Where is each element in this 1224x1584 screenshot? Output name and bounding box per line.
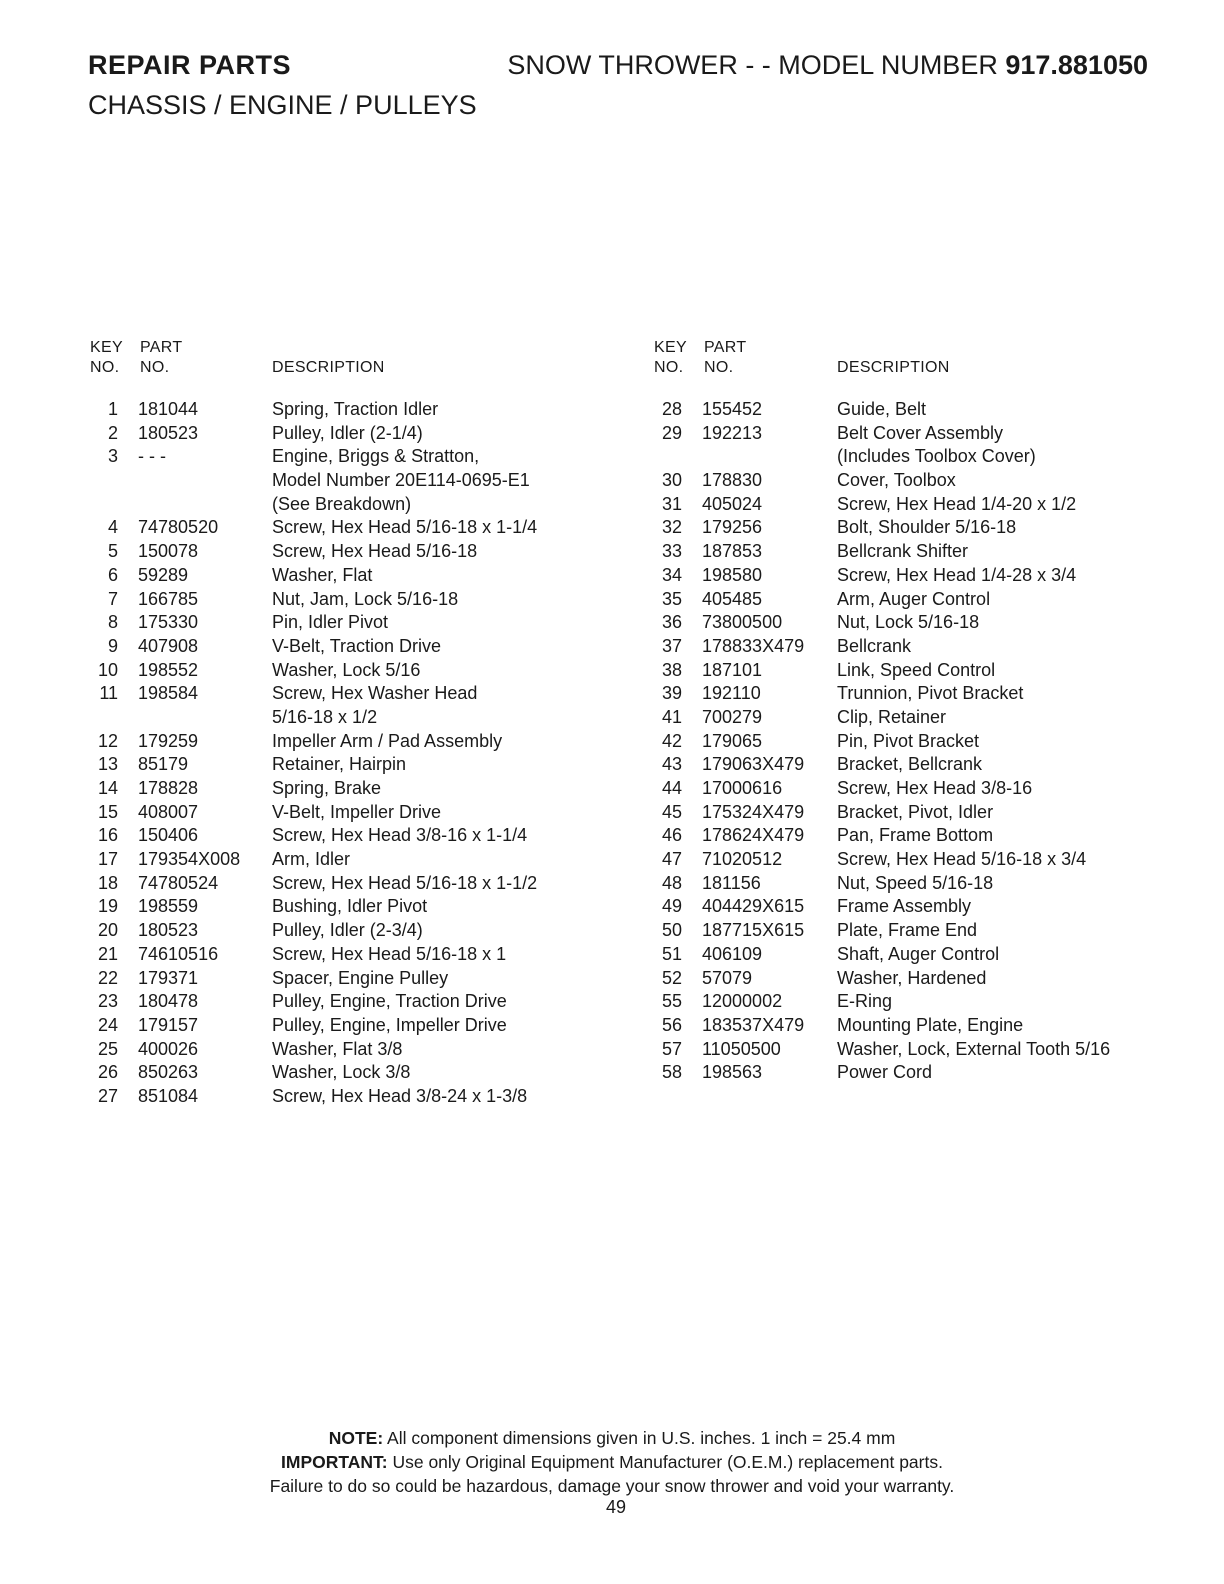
important-line bbox=[0, 1450, 1224, 1474]
table-row bbox=[648, 469, 1188, 493]
key-number: 3 bbox=[107, 446, 118, 467]
table-row bbox=[84, 990, 644, 1014]
column-headers bbox=[648, 338, 1188, 384]
table-row bbox=[648, 990, 1188, 1014]
part-number: 179065 bbox=[702, 730, 763, 751]
part-number: 187715X615 bbox=[702, 920, 805, 941]
key-number: 58 bbox=[661, 1062, 682, 1083]
table-row bbox=[84, 493, 644, 517]
page-header bbox=[88, 50, 1148, 86]
table-row bbox=[648, 730, 1188, 754]
part-description: Pin, Idler Pivot bbox=[272, 612, 389, 633]
part-number: 180523 bbox=[138, 422, 199, 443]
part-number: 405024 bbox=[702, 493, 763, 514]
parts-list-left bbox=[84, 338, 644, 1109]
key-number: 47 bbox=[661, 849, 682, 870]
table-row bbox=[84, 753, 644, 777]
part-number: 74780520 bbox=[138, 517, 219, 538]
part-description: Engine, Briggs & Stratton, bbox=[272, 446, 480, 467]
table-row bbox=[648, 682, 1188, 706]
part-description: V-Belt, Traction Drive bbox=[272, 635, 442, 656]
part-description: Screw, Hex Head 5/16-18 bbox=[272, 541, 478, 562]
part-number: 178828 bbox=[138, 778, 199, 798]
part-number: 400026 bbox=[138, 1038, 199, 1059]
part-description: 5/16-18 x 1/2 bbox=[272, 706, 378, 727]
important-label: IMPORTANT: bbox=[281, 1452, 388, 1472]
part-description: Spring, Brake bbox=[272, 778, 382, 798]
key-number: 9 bbox=[107, 635, 118, 656]
table-row bbox=[84, 777, 644, 801]
table-row bbox=[648, 824, 1188, 848]
part-number: 198559 bbox=[138, 896, 199, 917]
note-text: All component dimensions given in U.S. inches. 1 inch = 25.4 mm bbox=[383, 1428, 896, 1448]
part-number: 57079 bbox=[702, 967, 753, 988]
key-number: 15 bbox=[97, 801, 118, 822]
no-header: NO. bbox=[90, 359, 120, 376]
table-row bbox=[648, 516, 1188, 540]
part-description: Washer, Lock, External Tooth 5/16 bbox=[837, 1038, 1111, 1059]
key-number: 1 bbox=[107, 399, 118, 419]
part-description: Bushing, Idler Pivot bbox=[272, 896, 428, 917]
key-number: 26 bbox=[97, 1062, 118, 1083]
important-text: Use only Original Equipment Manufacturer (O.E.M.) replacement parts. bbox=[387, 1452, 943, 1472]
table-row bbox=[648, 540, 1188, 564]
table-row bbox=[648, 1061, 1188, 1085]
part-description: E-Ring bbox=[837, 991, 893, 1012]
table-row bbox=[648, 635, 1188, 659]
part-description: Spacer, Engine Pulley bbox=[272, 967, 449, 988]
part-number: 187853 bbox=[702, 541, 763, 562]
part-description: Mounting Plate, Engine bbox=[837, 1014, 1024, 1035]
part-description: Nut, Lock 5/16-18 bbox=[837, 612, 980, 633]
part-number: 178833X479 bbox=[702, 635, 805, 656]
part-number: 179157 bbox=[138, 1014, 199, 1035]
table-row bbox=[648, 919, 1188, 943]
part-description: Pulley, Idler (2-3/4) bbox=[272, 920, 423, 941]
part-description: Nut, Jam, Lock 5/16-18 bbox=[272, 588, 459, 609]
key-number: 37 bbox=[661, 635, 682, 656]
table-row bbox=[84, 943, 644, 967]
part-description: Clip, Retainer bbox=[837, 706, 947, 727]
table-row bbox=[84, 801, 644, 825]
key-number: 21 bbox=[97, 943, 118, 964]
key-number: 19 bbox=[97, 896, 118, 917]
key-number: 33 bbox=[661, 541, 682, 562]
part-description: Shaft, Auger Control bbox=[837, 943, 1000, 964]
warning-line: Failure to do so could be hazardous, damage your snow thrower and void your warranty. bbox=[269, 1476, 955, 1496]
part-description: Screw, Hex Washer Head bbox=[272, 683, 478, 704]
table-row bbox=[648, 398, 1188, 422]
part-description: Pulley, Engine, Traction Drive bbox=[272, 991, 507, 1012]
table-row bbox=[84, 516, 644, 540]
key-number: 13 bbox=[97, 754, 118, 775]
key-number: 22 bbox=[97, 967, 118, 988]
part-description: Screw, Hex Head 3/8-24 x 1-3/8 bbox=[272, 1085, 528, 1106]
part-number: 150406 bbox=[138, 825, 199, 846]
part-description: Guide, Belt bbox=[837, 399, 927, 419]
table-row bbox=[84, 422, 644, 446]
part-header: PART bbox=[704, 339, 747, 356]
table-row bbox=[84, 1038, 644, 1062]
part-number: 59289 bbox=[138, 564, 189, 585]
part-description: Power Cord bbox=[837, 1062, 933, 1083]
key-number: 27 bbox=[97, 1085, 118, 1106]
key-number: 8 bbox=[107, 612, 118, 633]
table-row bbox=[648, 895, 1188, 919]
key-number: 39 bbox=[661, 683, 682, 704]
part-number: 180523 bbox=[138, 920, 199, 941]
key-number: 7 bbox=[107, 588, 118, 609]
part-description: V-Belt, Impeller Drive bbox=[272, 801, 442, 822]
key-number: 38 bbox=[661, 659, 682, 680]
part-description: Bellcrank bbox=[837, 635, 912, 656]
key-number: 12 bbox=[97, 730, 118, 751]
part-number: 183537X479 bbox=[702, 1014, 805, 1035]
part-number: 179354X008 bbox=[138, 849, 241, 870]
part-number: 406109 bbox=[702, 943, 763, 964]
key-number: 2 bbox=[107, 422, 118, 443]
key-number: 20 bbox=[97, 920, 118, 941]
part-number: 408007 bbox=[138, 801, 199, 822]
key-number: 14 bbox=[97, 778, 118, 798]
table-row bbox=[648, 872, 1188, 896]
table-row bbox=[648, 564, 1188, 588]
part-description: Model Number 20E114-0695-E1 bbox=[272, 470, 530, 491]
part-number: 179259 bbox=[138, 730, 199, 751]
part-description: Arm, Idler bbox=[272, 849, 351, 870]
table-row bbox=[648, 445, 1188, 469]
key-number: 55 bbox=[661, 991, 682, 1012]
key-number: 28 bbox=[661, 399, 682, 419]
part-number: 178830 bbox=[702, 470, 763, 491]
part-number: - - - bbox=[138, 446, 166, 467]
part-description: Washer, Flat 3/8 bbox=[272, 1038, 403, 1059]
part-description: Washer, Hardened bbox=[837, 967, 987, 988]
table-row bbox=[84, 848, 644, 872]
part-description: Screw, Hex Head 5/16-18 x 3/4 bbox=[837, 849, 1087, 870]
part-description: Screw, Hex Head 1/4-20 x 1/2 bbox=[837, 493, 1077, 514]
part-number: 192213 bbox=[702, 422, 763, 443]
key-number: 25 bbox=[97, 1038, 118, 1059]
part-number: 74610516 bbox=[138, 943, 219, 964]
repair-parts-heading: REPAIR PARTS bbox=[88, 50, 292, 80]
table-row bbox=[648, 848, 1188, 872]
part-description: Trunnion, Pivot Bracket bbox=[837, 683, 1024, 704]
part-description: Washer, Lock 3/8 bbox=[272, 1062, 411, 1083]
part-number: 404429X615 bbox=[702, 896, 805, 917]
part-description: Screw, Hex Head 5/16-18 x 1 bbox=[272, 943, 507, 964]
part-description: Screw, Hex Head 5/16-18 x 1-1/2 bbox=[272, 872, 538, 893]
part-description: Cover, Toolbox bbox=[837, 470, 956, 491]
part-number: 187101 bbox=[702, 659, 763, 680]
part-number: 198552 bbox=[138, 659, 199, 680]
key-number: 35 bbox=[661, 588, 682, 609]
part-description: Bracket, Bellcrank bbox=[837, 754, 983, 775]
table-row bbox=[648, 1014, 1188, 1038]
note-line bbox=[0, 1426, 1224, 1450]
key-number: 48 bbox=[661, 872, 682, 893]
table-row bbox=[84, 730, 644, 754]
key-number: 10 bbox=[97, 659, 118, 680]
model-number: 917.881050 bbox=[1005, 50, 1148, 80]
model-heading bbox=[507, 50, 1148, 81]
note-label: NOTE: bbox=[328, 1428, 384, 1448]
key-number: 31 bbox=[661, 493, 682, 514]
key-number: 34 bbox=[661, 564, 682, 585]
no-header: NO. bbox=[654, 359, 684, 376]
key-number: 30 bbox=[661, 470, 682, 491]
key-number: 56 bbox=[661, 1014, 682, 1035]
table-row bbox=[84, 706, 644, 730]
part-number: 166785 bbox=[138, 588, 199, 609]
part-description: (See Breakdown) bbox=[272, 493, 412, 514]
key-number: 23 bbox=[97, 991, 118, 1012]
part-number: 179256 bbox=[702, 517, 763, 538]
parts-list-right bbox=[648, 338, 1188, 1085]
table-row bbox=[84, 895, 644, 919]
key-number: 29 bbox=[661, 422, 682, 443]
part-number: 17000616 bbox=[702, 778, 783, 798]
parts-rows bbox=[648, 398, 1188, 1085]
part-number: 85179 bbox=[138, 754, 189, 775]
table-row bbox=[84, 1014, 644, 1038]
part-description: Retainer, Hairpin bbox=[272, 754, 407, 775]
part-number: 198580 bbox=[702, 564, 763, 585]
part-number: 11050500 bbox=[702, 1038, 781, 1059]
no-header: NO. bbox=[704, 359, 734, 376]
part-description: Arm, Auger Control bbox=[837, 588, 991, 609]
part-number: 198584 bbox=[138, 683, 199, 704]
key-number: 24 bbox=[97, 1014, 118, 1035]
table-row bbox=[84, 919, 644, 943]
table-row bbox=[84, 564, 644, 588]
part-number: 175324X479 bbox=[702, 801, 805, 822]
key-number: 32 bbox=[661, 517, 682, 538]
section-subtitle: CHASSIS / ENGINE / PULLEYS bbox=[88, 90, 477, 120]
key-header: KEY bbox=[90, 339, 123, 356]
part-number: 181044 bbox=[138, 399, 199, 419]
table-row bbox=[84, 540, 644, 564]
part-number: 150078 bbox=[138, 541, 199, 562]
key-number: 11 bbox=[99, 683, 118, 704]
part-description: Link, Speed Control bbox=[837, 659, 996, 680]
part-description: Pin, Pivot Bracket bbox=[837, 730, 980, 751]
part-description: Washer, Lock 5/16 bbox=[272, 659, 421, 680]
table-row bbox=[84, 469, 644, 493]
part-number: 155452 bbox=[702, 399, 763, 419]
table-row bbox=[648, 706, 1188, 730]
table-row bbox=[84, 1061, 644, 1085]
key-number: 44 bbox=[661, 778, 682, 798]
part-header: PART bbox=[140, 339, 183, 356]
table-row bbox=[84, 682, 644, 706]
part-description: Plate, Frame End bbox=[837, 920, 978, 941]
table-row bbox=[648, 422, 1188, 446]
part-number: 405485 bbox=[702, 588, 763, 609]
page-number: 49 bbox=[605, 1497, 627, 1517]
key-number: 43 bbox=[661, 754, 682, 775]
part-description: Bolt, Shoulder 5/16-18 bbox=[837, 517, 1017, 538]
key-number: 41 bbox=[661, 706, 682, 727]
page-footer bbox=[0, 1426, 1224, 1498]
table-row bbox=[648, 611, 1188, 635]
part-number: 198563 bbox=[702, 1062, 763, 1083]
key-number: 46 bbox=[661, 825, 682, 846]
parts-rows bbox=[84, 398, 644, 1109]
table-row bbox=[84, 398, 644, 422]
description-header: DESCRIPTION bbox=[837, 359, 950, 376]
part-description: Pulley, Idler (2-1/4) bbox=[272, 422, 423, 443]
part-description: Pulley, Engine, Impeller Drive bbox=[272, 1014, 507, 1035]
part-description: Screw, Hex Head 1/4-28 x 3/4 bbox=[837, 564, 1077, 585]
part-number: 74780524 bbox=[138, 872, 219, 893]
column-headers bbox=[84, 338, 644, 384]
key-number: 17 bbox=[97, 849, 118, 870]
key-number: 50 bbox=[661, 920, 682, 941]
part-description: Bellcrank Shifter bbox=[837, 541, 969, 562]
part-number: 73800500 bbox=[702, 612, 783, 633]
key-header: KEY bbox=[654, 339, 687, 356]
table-row bbox=[648, 753, 1188, 777]
description-header: DESCRIPTION bbox=[272, 359, 385, 376]
part-number: 192110 bbox=[702, 683, 761, 704]
table-row bbox=[648, 967, 1188, 991]
key-number: 4 bbox=[107, 517, 118, 538]
table-row bbox=[84, 872, 644, 896]
part-description: Screw, Hex Head 3/8-16 x 1-1/4 bbox=[272, 825, 528, 846]
part-number: 407908 bbox=[138, 635, 199, 656]
no-header: NO. bbox=[140, 359, 170, 376]
part-description: Belt Cover Assembly bbox=[837, 422, 1004, 443]
key-number: 52 bbox=[661, 967, 682, 988]
part-description: Bracket, Pivot, Idler bbox=[837, 801, 994, 822]
part-number: 178624X479 bbox=[702, 825, 805, 846]
table-row bbox=[84, 659, 644, 683]
key-number: 6 bbox=[107, 564, 118, 585]
table-row bbox=[648, 659, 1188, 683]
key-number: 51 bbox=[661, 943, 682, 964]
part-description: Washer, Flat bbox=[272, 564, 373, 585]
table-row bbox=[84, 445, 644, 469]
part-number: 851084 bbox=[138, 1085, 199, 1106]
part-number: 179063X479 bbox=[702, 754, 805, 775]
part-number: 175330 bbox=[138, 612, 199, 633]
part-description: Screw, Hex Head 3/8-16 bbox=[837, 778, 1033, 798]
part-number: 181156 bbox=[702, 872, 761, 893]
table-row bbox=[84, 1085, 644, 1109]
part-number: 12000002 bbox=[702, 991, 783, 1012]
table-row bbox=[648, 1038, 1188, 1062]
part-description: Frame Assembly bbox=[837, 896, 972, 917]
part-description: (Includes Toolbox Cover) bbox=[837, 446, 1036, 467]
table-row bbox=[648, 493, 1188, 517]
part-description: Pan, Frame Bottom bbox=[837, 825, 994, 846]
table-row bbox=[84, 967, 644, 991]
key-number: 18 bbox=[97, 872, 118, 893]
table-row bbox=[84, 611, 644, 635]
part-number: 179371 bbox=[138, 967, 199, 988]
table-row bbox=[84, 824, 644, 848]
part-description: Spring, Traction Idler bbox=[272, 399, 439, 419]
key-number: 5 bbox=[107, 541, 118, 562]
table-row bbox=[84, 588, 644, 612]
part-number: 850263 bbox=[138, 1062, 199, 1083]
table-row bbox=[648, 943, 1188, 967]
key-number: 45 bbox=[661, 801, 682, 822]
table-row bbox=[648, 801, 1188, 825]
part-number: 71020512 bbox=[702, 849, 783, 870]
key-number: 36 bbox=[661, 612, 682, 633]
part-description: Impeller Arm / Pad Assembly bbox=[272, 730, 503, 751]
model-prefix: SNOW THROWER - - MODEL NUMBER bbox=[507, 50, 998, 80]
key-number: 49 bbox=[661, 896, 682, 917]
key-number: 57 bbox=[661, 1038, 682, 1059]
table-row bbox=[648, 777, 1188, 801]
table-row bbox=[648, 588, 1188, 612]
part-number: 180478 bbox=[138, 991, 199, 1012]
table-row bbox=[84, 635, 644, 659]
key-number: 16 bbox=[97, 825, 118, 846]
part-description: Nut, Speed 5/16-18 bbox=[837, 872, 994, 893]
key-number: 42 bbox=[661, 730, 682, 751]
part-description: Screw, Hex Head 5/16-18 x 1-1/4 bbox=[272, 517, 538, 538]
part-number: 700279 bbox=[702, 706, 763, 727]
